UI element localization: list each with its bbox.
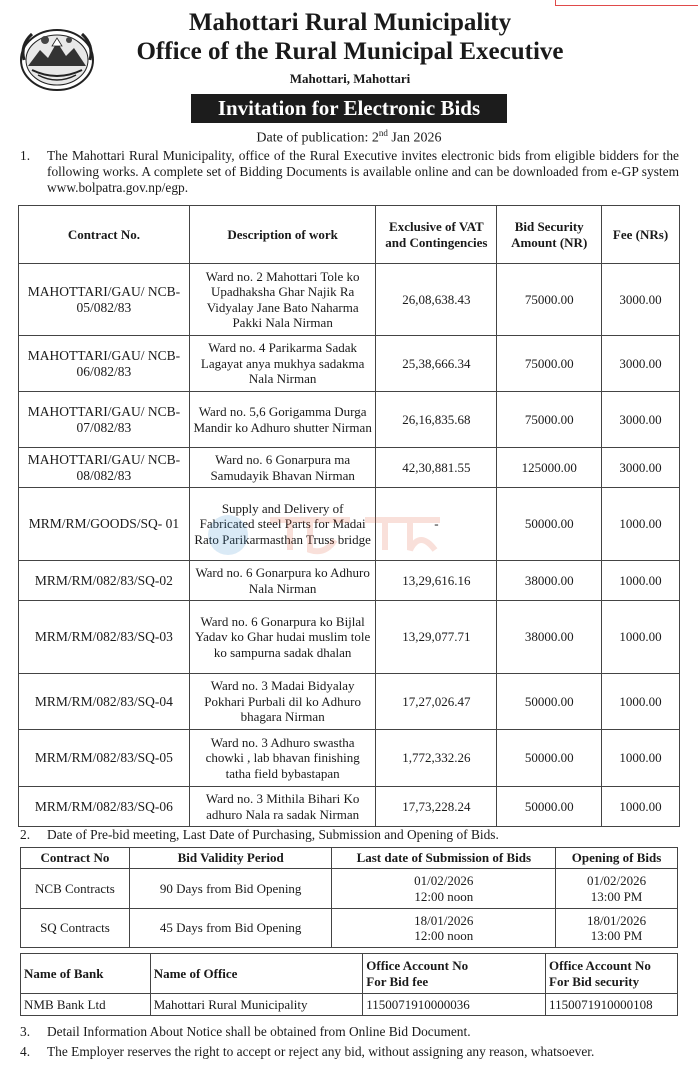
paragraph-number: 2. — [20, 827, 31, 842]
description-cell: Ward no. 4 Parikarma Sadak Lagayat anya mukhya sadakma Nala Nirman — [189, 336, 376, 392]
column-header: Description of work — [189, 206, 376, 264]
column-header: Name of Bank — [21, 954, 151, 994]
table-row — [19, 674, 680, 730]
bank-table — [20, 953, 678, 1016]
bank-name-cell: NMB Bank Ltd — [21, 994, 151, 1016]
bid-security-cell: 75000.00 — [497, 392, 602, 448]
amount-cell: 26,08,638.43 — [376, 264, 497, 336]
column-header: Bid Security Amount (NR) — [497, 206, 602, 264]
fee-cell: 3000.00 — [602, 264, 680, 336]
table-row — [19, 730, 680, 787]
column-header: Contract No — [21, 848, 130, 869]
paragraph-number: 4. — [20, 1044, 31, 1059]
contract-type-cell: NCB Contracts — [21, 869, 130, 909]
description-cell: Ward no. 6 Gonarpura ko Adhuro Nala Nirman — [189, 561, 376, 601]
amount-cell: 13,29,616.16 — [376, 561, 497, 601]
table-row — [19, 264, 680, 336]
fee-cell: 1000.00 — [602, 561, 680, 601]
description-cell: Ward no. 6 Gonarpura ko Bijlal Yadav ko Ghar hudai muslim tole ko sampurna sadak dhalan — [189, 601, 376, 674]
submission-cell — [332, 909, 556, 948]
publication-date-label: Date of publication: 2 — [256, 130, 379, 146]
amount-cell: 17,73,228.24 — [376, 787, 497, 827]
works-table — [18, 205, 680, 827]
submission-time: 12:00 noon — [414, 928, 474, 943]
contract-no-cell: MAHOTTARI/GAU/ NCB-07/082/83 — [19, 392, 190, 448]
municipality-title: Mahottari Rural Municipality — [188, 9, 512, 36]
validity-cell: 45 Days from Bid Opening — [129, 909, 332, 948]
fee-cell: 1000.00 — [602, 674, 680, 730]
amount-cell: - — [376, 488, 497, 561]
bid-security-cell: 38000.00 — [497, 601, 602, 674]
bid-security-cell: 75000.00 — [497, 264, 602, 336]
description-cell: Ward no. 3 Madai Bidyalay Pokhari Purbali dil ko Adhuro bhagara Nirman — [189, 674, 376, 730]
opening-cell — [556, 909, 678, 948]
column-header-line: For Bid fee — [366, 973, 429, 989]
fee-cell: 1000.00 — [602, 730, 680, 787]
description-cell: Ward no. 3 Mithila Bihari Ko adhuro Nala ra sadak Nirman — [189, 787, 376, 827]
table-row — [21, 869, 678, 909]
opening-time: 13:00 PM — [590, 888, 643, 904]
bid-security-cell: 50000.00 — [497, 674, 602, 730]
column-header: Fee (NRs) — [602, 206, 680, 264]
publication-date-suffix: nd — [378, 128, 388, 138]
paragraph-2 — [20, 827, 680, 844]
validity-cell: 90 Days from Bid Opening — [129, 869, 332, 909]
fee-cell: 1000.00 — [602, 787, 680, 827]
bid-security-cell: 50000.00 — [497, 787, 602, 827]
table-row — [21, 994, 678, 1016]
paragraph-4 — [20, 1044, 680, 1061]
paragraph-1 — [20, 148, 680, 198]
paragraph-text: Date of Pre-bid meeting, Last Date of Purchasing, Submission and Opening of Bids. — [47, 827, 499, 842]
column-header-line: Office Account No — [549, 958, 651, 973]
table-row — [19, 561, 680, 601]
bid-security-cell: 50000.00 — [497, 488, 602, 561]
paragraph-text: The Mahottari Rural Municipality, office of the Rural Executive invites electronic bids from eligible bidders for the following works. A complete set of Bidding Documents is available online and can be downloaded from e-GP system www.bolpatra.gov.np/egp. — [47, 148, 679, 195]
table-row — [19, 601, 680, 674]
opening-date: 18/01/2026 — [586, 912, 647, 928]
bid-fee-account-cell: 1150071910000036 — [363, 994, 546, 1016]
table-row — [21, 909, 678, 948]
amount-cell: 17,27,026.47 — [376, 674, 497, 730]
amount-cell: 42,30,881.55 — [376, 448, 497, 488]
fee-cell: 3000.00 — [602, 448, 680, 488]
column-header — [363, 954, 546, 994]
publication-date — [0, 125, 698, 147]
contract-no-cell: MRM/RM/082/83/SQ-05 — [19, 730, 190, 787]
opening-cell — [556, 869, 678, 909]
table-header-row — [21, 848, 678, 869]
table-row — [19, 787, 680, 827]
contract-no-cell: MRM/RM/082/83/SQ-03 — [19, 601, 190, 674]
description-cell: Ward no. 2 Mahottari Tole ko Upadhaksha Ghar Najik Ra Vidyalay Jane Bato Naharma Pakki Nala Nirman — [189, 264, 376, 336]
column-header-line: For Bid security — [549, 973, 640, 989]
description-cell: Supply and Delivery of Fabricated steel Parts for Madai Rato Parikarmasthan Truss bridge — [189, 488, 376, 561]
submission-cell — [332, 869, 556, 909]
amount-cell: 1,772,332.26 — [376, 730, 497, 787]
column-header: Exclusive of VAT and Contingencies — [376, 206, 497, 264]
opening-time: 13:00 PM — [590, 928, 643, 943]
publication-date-rest: Jan 2026 — [387, 130, 442, 146]
submission-date: 01/02/2026 — [414, 873, 474, 888]
location-title: Mahottari, Mahottari — [289, 71, 411, 86]
paragraph-text: The Employer reserves the right to accept or reject any bid, without assigning any reason, whatsoever. — [47, 1044, 595, 1059]
column-header-line: Office Account No — [366, 958, 469, 973]
opening-date: 01/02/2026 — [586, 873, 647, 888]
bid-security-cell: 125000.00 — [497, 448, 602, 488]
column-header: Bid Validity Period — [129, 848, 332, 869]
fee-cell: 1000.00 — [602, 601, 680, 674]
office-name-cell: Mahottari Rural Municipality — [150, 994, 363, 1016]
fee-cell: 3000.00 — [602, 392, 680, 448]
paragraph-number: 1. — [20, 148, 31, 163]
description-cell: Ward no. 5,6 Gorigamma Durga Mandir ko Adhuro shutter Nirman — [189, 392, 376, 448]
frame-corner — [555, 0, 698, 6]
description-cell: Ward no. 3 Adhuro swastha chowki , lab bhavan finishing tatha field bybastapan — [189, 730, 376, 787]
fee-cell: 1000.00 — [602, 488, 680, 561]
fee-cell: 3000.00 — [602, 336, 680, 392]
description-cell: Ward no. 6 Gonarpura ma Samudayik Bhavan Nirman — [189, 448, 376, 488]
contract-no-cell: MRM/RM/082/83/SQ-04 — [19, 674, 190, 730]
table-row — [19, 392, 680, 448]
municipality-emblem-icon — [18, 20, 96, 94]
column-header: Name of Office — [150, 954, 363, 994]
table-header-row — [21, 954, 678, 994]
paragraph-3 — [20, 1024, 680, 1041]
column-header: Opening of Bids — [556, 848, 678, 869]
bid-security-cell: 38000.00 — [497, 561, 602, 601]
contract-no-cell: MRM/RM/082/83/SQ-06 — [19, 787, 190, 827]
table-row — [19, 448, 680, 488]
bid-security-account-cell: 1150071910000108 — [546, 994, 678, 1016]
contract-no-cell: MAHOTTARI/GAU/ NCB-08/082/83 — [19, 448, 190, 488]
contract-no-cell: MRM/RM/GOODS/SQ- 01 — [19, 488, 190, 561]
office-title: Office of the Rural Municipal Executive — [136, 38, 564, 65]
notice-banner: Invitation for Electronic Bids — [191, 94, 507, 123]
table-row — [19, 336, 680, 392]
amount-cell: 25,38,666.34 — [376, 336, 497, 392]
contract-no-cell: MAHOTTARI/GAU/ NCB-06/082/83 — [19, 336, 190, 392]
table-row — [19, 488, 680, 561]
submission-time: 12:00 noon — [414, 888, 474, 904]
contract-type-cell: SQ Contracts — [21, 909, 130, 948]
contract-no-cell: MAHOTTARI/GAU/ NCB-05/082/83 — [19, 264, 190, 336]
bid-security-cell: 50000.00 — [497, 730, 602, 787]
amount-cell: 26,16,835.68 — [376, 392, 497, 448]
column-header: Last date of Submission of Bids — [332, 848, 556, 869]
paragraph-number: 3. — [20, 1024, 31, 1039]
table-header-row — [19, 206, 680, 264]
amount-cell: 13,29,077.71 — [376, 601, 497, 674]
column-header: Contract No. — [19, 206, 190, 264]
bid-security-cell: 75000.00 — [497, 336, 602, 392]
column-header — [546, 954, 678, 994]
bid-dates-table — [20, 847, 678, 948]
submission-date: 18/01/2026 — [414, 912, 474, 928]
paragraph-text: Detail Information About Notice shall be obtained from Online Bid Document. — [47, 1024, 471, 1039]
contract-no-cell: MRM/RM/082/83/SQ-02 — [19, 561, 190, 601]
